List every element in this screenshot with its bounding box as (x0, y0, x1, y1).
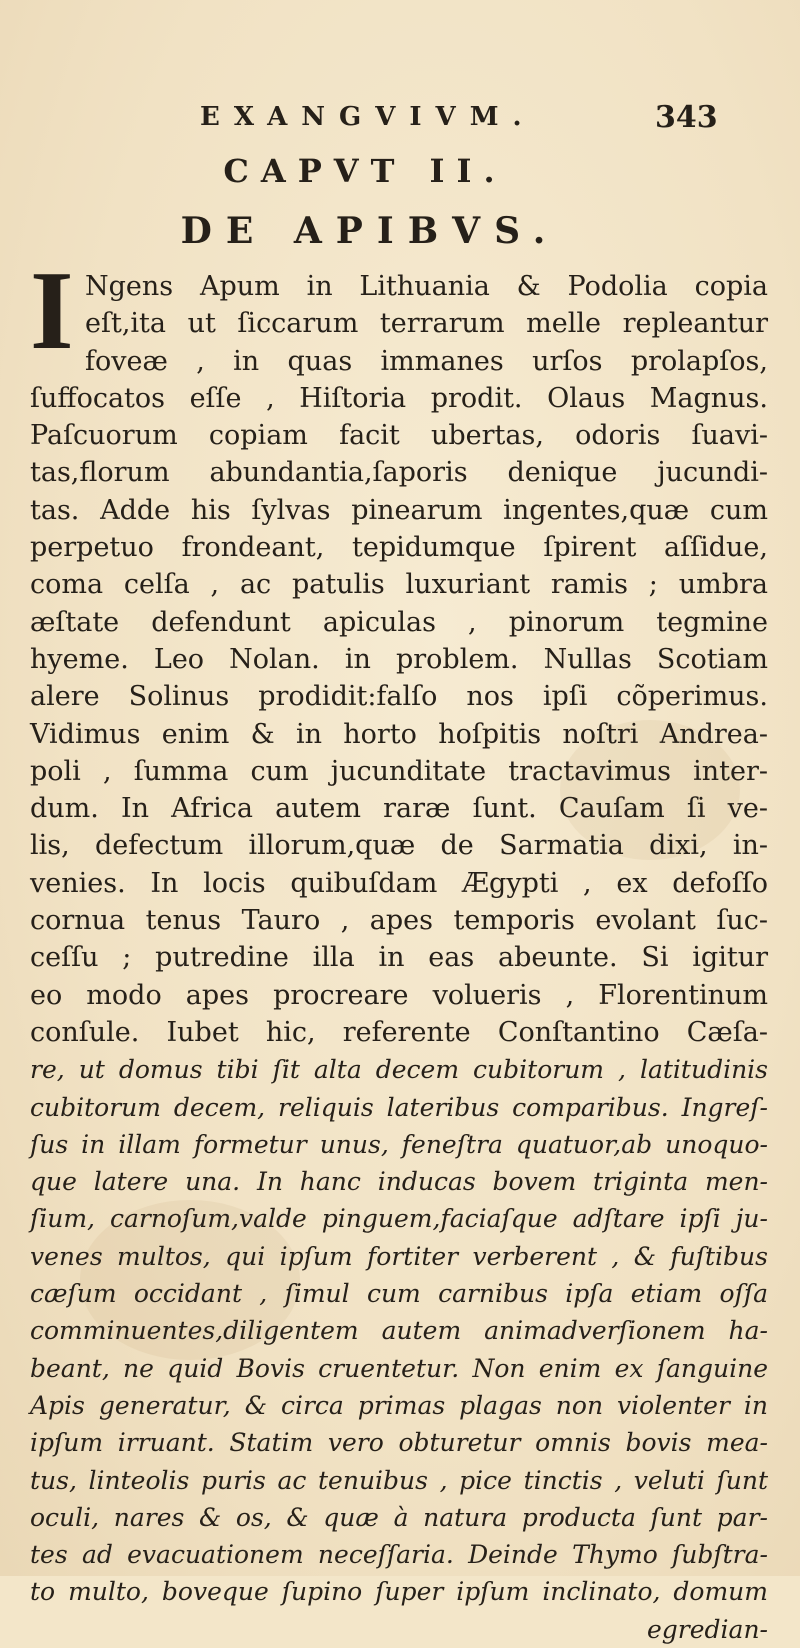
text-line: venies. In locis quibuſdam Ægypti , ex defoſſo (30, 867, 768, 899)
text-line: eſt,ita ut ſiccarum terrarum melle repleantur (85, 308, 768, 340)
text-line: alere Solinus prodidit:falſo nos ipſi cõperimus. (30, 681, 768, 713)
text-line-italic: ſus in illam formetur unus, feneſtra quatuor,ab unoquo- (30, 1129, 768, 1159)
text-line: lis, defectum illorum,quæ de Sarmatia dixi, in- (30, 830, 768, 862)
text-line: poli , ſumma cum jucunditate tractavimus inter- (30, 755, 768, 787)
body-text (30, 249, 768, 1648)
text-line-italic: re, ut domus tibi ſit alta decem cubitorum , latitudinis (30, 1055, 768, 1085)
running-head-title: EXANGVIVM. (200, 102, 536, 132)
chapter-number: CAPVT II. (223, 152, 507, 190)
catchword: egredian- (647, 1614, 768, 1644)
text-line-italic: ſium, carnoſum,valde pinguem,faciaſque adſtare ipſi ju- (30, 1204, 768, 1234)
text-line: dum. In Africa autem raræ ſunt. Cauſam ſi ve- (30, 793, 768, 825)
chapter-title: DE APIBVS. (180, 210, 560, 252)
text-line: eo modo apes procreare volueris , Florentinum (30, 979, 768, 1011)
text-line: cornua tenus Tauro , apes temporis evolant ſuc- (30, 905, 768, 937)
text-line: tas,florum abundantia,ſaporis denique jucundi- (30, 457, 768, 489)
text-line: Ngens Apum in Lithuania & Podolia copia (85, 271, 768, 302)
text-line: Vidimus enim & in horto hoſpitis noſtri Andrea- (30, 718, 768, 750)
text-line: ſuffocatos eſſe , Hiſtoria prodit. Olaus Magnus. (30, 382, 768, 414)
text-line-italic: cubitorum decem, reliquis lateribus comparibus. Ingreſ- (30, 1092, 768, 1122)
text-line-italic: venes multos, qui ipſum fortiter verberent , & fuſtibus (30, 1241, 768, 1271)
text-line: hyeme. Leo Nolan. in problem. Nullas Scotiam (30, 643, 768, 675)
page-number: 343 (655, 100, 718, 135)
text-line-italic: to multo, boveque ſupino ſuper ipſum inclinato, domum (30, 1577, 768, 1607)
running-head (0, 100, 800, 140)
text-line: ceſſu ; putredine illa in eas abeunte. Si igitur (30, 942, 768, 974)
drop-cap: I (30, 249, 74, 373)
text-line-italic: beant, ne quid Bovis cruentetur. Non enim ex ſanguine (30, 1353, 768, 1383)
text-line-italic: que latere una. In hanc inducas bovem triginta men- (30, 1167, 768, 1197)
text-line-italic: tus, linteolis puris ac tenuibus , pice tinctis , veluti ſunt (30, 1465, 768, 1495)
text-line-italic: tes ad evacuationem neceſſaria. Deinde Thymo ſubſtra- (30, 1540, 768, 1570)
text-line: Paſcuorum copiam facit ubertas, odoris ſuavi- (30, 420, 768, 452)
text-line-italic: cæſum occidant , ſimul cum carnibus ipſa etiam oſſa (30, 1279, 768, 1309)
text-line: perpetuo frondeant, tepidumque ſpirent aſſidue, (30, 532, 768, 564)
text-line: conſule. Iubet hic, referente Conſtantino Cæſa- (30, 1016, 768, 1048)
text-line-italic: ipſum irruant. Statim vero obturetur omnis bovis mea- (30, 1428, 768, 1458)
text-line-italic: comminuentes,diligentem autem animadverſionem ha- (30, 1316, 768, 1346)
text-line-italic: oculi, nares & os, & quæ à natura producta ſunt par- (30, 1502, 768, 1532)
text-line: æſtate defendunt apiculas , pinorum tegmine (30, 606, 768, 638)
text-line-italic: Apis generatur, & circa primas plagas non violenter in (30, 1390, 768, 1420)
text-line: tas. Adde his ſylvas pinearum ingentes,quæ cum (30, 494, 768, 526)
text-line: coma celſa , ac patulis luxuriant ramis ; umbra (30, 569, 768, 601)
text-line: foveæ , in quas immanes urſos prolapſos, (85, 345, 768, 377)
